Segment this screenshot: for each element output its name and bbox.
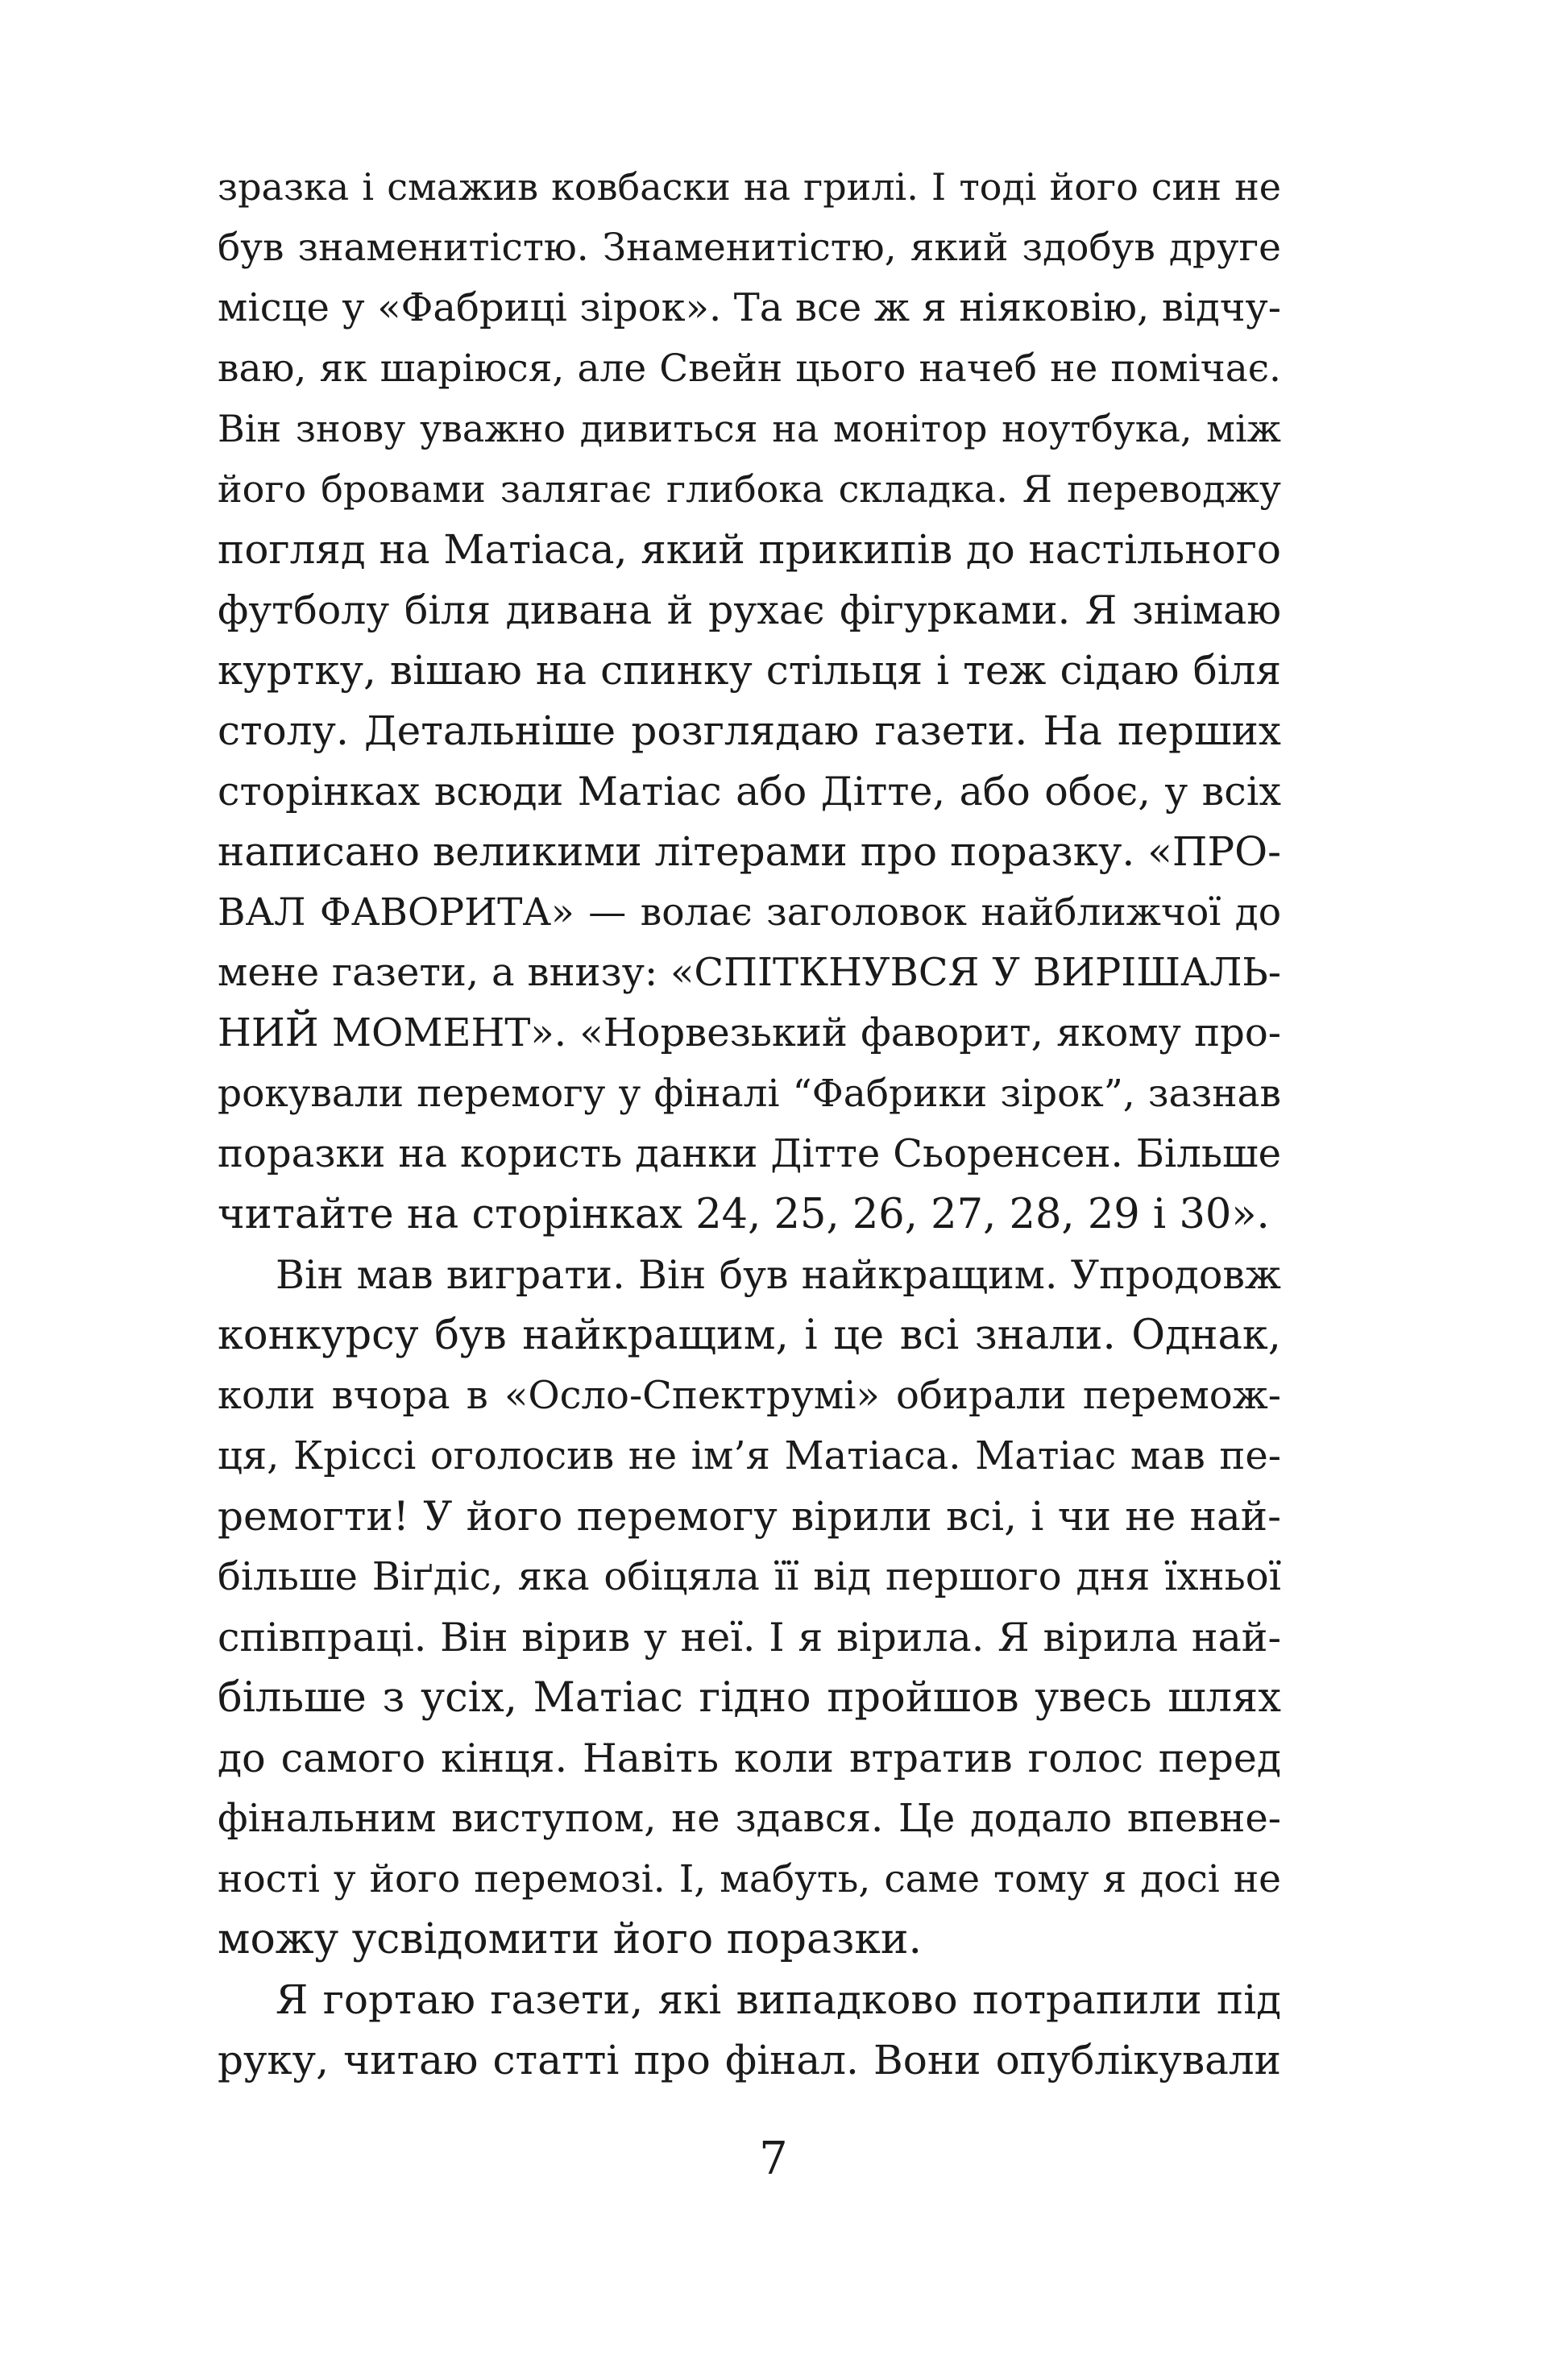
text-line: читайте на сторінках 24, 25, 26, 27, 28, 29 і 30». — [218, 1191, 1270, 1238]
text-line: його бровами залягає глибока складка. Я переводжу — [218, 467, 1281, 511]
text-line: НИЙ МОМЕНТ». «Норвезький фаворит, якому про- — [218, 1010, 1281, 1055]
text-line: руку, читаю статті про фінал. Вони опублікували — [218, 2037, 1281, 2084]
text-line: зразка і смажив ковбаски на грилі. І тоді його син не — [218, 165, 1281, 209]
text-line: місце у «Фабриці зірок». Та все ж я ніяковію, відчу- — [218, 285, 1281, 330]
text-line: більше Віґдіс, яка обіцяла її від першого дня їхньої — [218, 1554, 1281, 1599]
text-line: був знаменитістю. Знаменитістю, який здобув друге — [218, 226, 1281, 270]
text-line: ВАЛ ФАВОРИТА» — волає заголовок найближчої до — [218, 890, 1281, 935]
text-line: погляд на Матіаса, який прикипів до настільного — [218, 526, 1281, 573]
page-number: 7 — [759, 2133, 788, 2185]
text-line: столу. Детальніше розглядаю газети. На перших — [218, 707, 1281, 754]
text-line: написано великими літерами про поразку. «ПРО- — [218, 828, 1281, 875]
text-line: конкурсу був найкращим, і це всі знали. Однак, — [218, 1312, 1281, 1359]
text-line: більше з усіх, Матіас гідно пройшов увесь шлях — [218, 1674, 1281, 1722]
text-line: ремогти! У його перемогу вірили всі, і чи не най- — [218, 1493, 1281, 1540]
text-line: рокували перемогу у фіналі “Фабрики зірок”, зазнав — [218, 1072, 1281, 1116]
text-line: співпраці. Він вірив у неї. І я вірила. Я вірила най- — [218, 1615, 1281, 1661]
text-line: ваю, як шаріюся, але Свейн цього начеб не помічає. — [218, 346, 1281, 391]
body-text — [218, 157, 1281, 2091]
text-line: сторінках всюди Матіас або Дітте, або обоє, у всіх — [218, 769, 1281, 815]
text-line: Я гортаю газети, які випадково потрапили під — [276, 1976, 1281, 2023]
paragraph-1 — [218, 157, 1281, 1245]
text-line: можу усвідомити його поразки. — [218, 1915, 923, 1963]
text-line: ця, Кріссі оголосив не ім’я Матіаса. Матіас мав пе- — [218, 1433, 1281, 1478]
text-line: куртку, вішаю на спинку стільця і теж сідаю біля — [218, 647, 1281, 694]
text-line: мене газети, а внизу: «СПІТКНУВСЯ У ВИРІШАЛЬ- — [218, 950, 1281, 995]
text-line: Він мав виграти. Він був найкращим. Упродовж — [276, 1252, 1281, 1298]
text-line: коли вчора в «Осло-Спектрумі» обирали перемож- — [218, 1373, 1281, 1418]
text-line: до самого кінця. Навіть коли втратив голос перед — [218, 1735, 1281, 1781]
text-line: фінальним виступом, не здався. Це додало впевне- — [218, 1796, 1281, 1841]
text-line: футболу біля дивана й рухає фігурками. Я знімаю — [218, 587, 1281, 633]
text-line: ності у його перемозі. І, мабуть, саме тому я досі не — [218, 1857, 1281, 1901]
text-line: поразки на користь данки Дітте Сьоренсен. Більше — [218, 1131, 1281, 1176]
paragraph-2 — [218, 1245, 1281, 1970]
paragraph-3 — [218, 1970, 1281, 2091]
text-line: Він знову уважно дивиться на монітор ноутбука, між — [218, 407, 1281, 450]
